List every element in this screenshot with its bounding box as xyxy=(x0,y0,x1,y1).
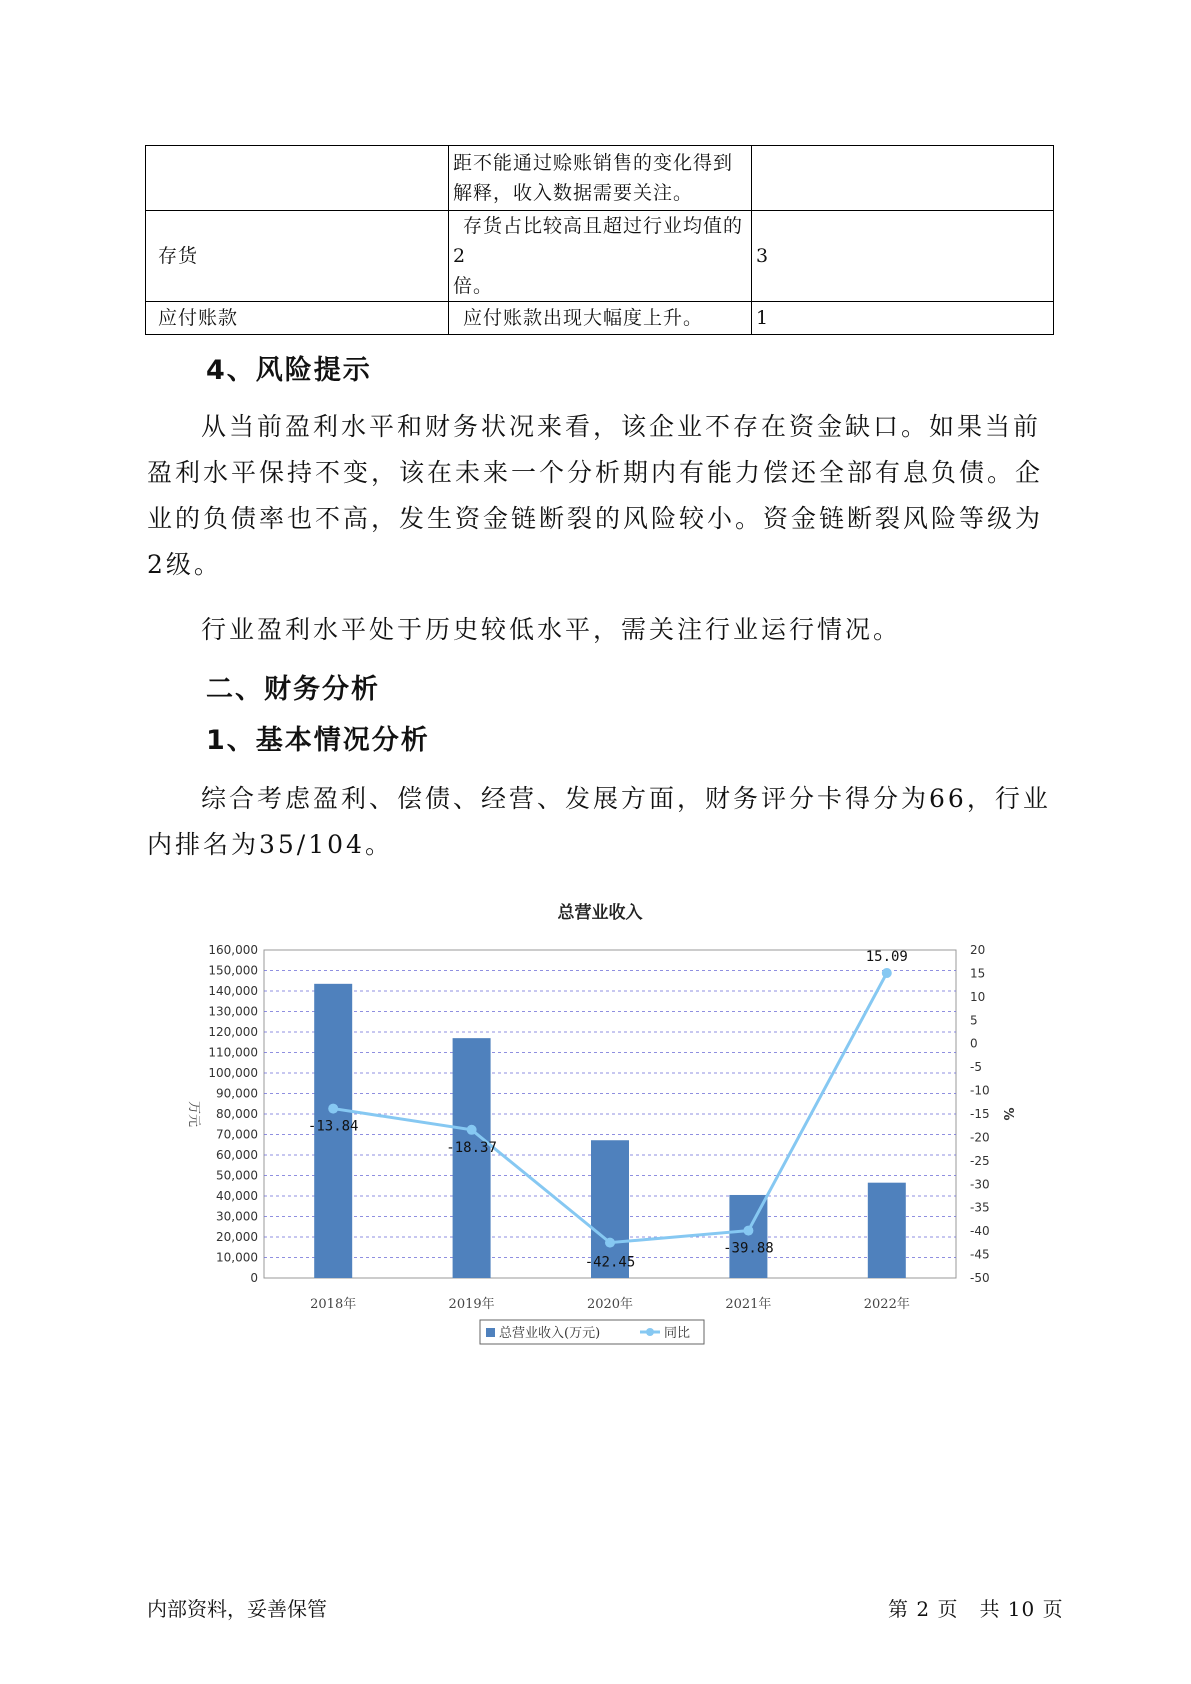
y2-tick-label: -35 xyxy=(970,1200,990,1215)
x-tick-label: 2020年 xyxy=(586,1297,634,1312)
yoy-point xyxy=(882,968,892,978)
data-label: 15.09 xyxy=(865,949,908,966)
data-label: -13.84 xyxy=(307,1118,359,1135)
table-cell-score: 1 xyxy=(752,302,1054,335)
risk-table xyxy=(145,145,1054,335)
y2-tick-label: 10 xyxy=(970,989,986,1004)
y2-tick-label: -40 xyxy=(970,1224,990,1239)
x-tick-label: 2018年 xyxy=(310,1297,357,1312)
y-tick-label: 80,000 xyxy=(216,1107,258,1121)
paragraph-score: 综合考虑盈利、偿债、经营、发展方面，财务评分卡得分为66，行业内排名为35/104。 xyxy=(147,784,1051,859)
table-cell-item xyxy=(146,146,449,211)
data-label: -18.37 xyxy=(446,1139,497,1156)
y-tick-label: 40,000 xyxy=(216,1189,258,1203)
table-row xyxy=(146,211,1054,302)
bar-2022年 xyxy=(868,1183,906,1278)
x-tick-label: 2022年 xyxy=(863,1297,910,1312)
desc-line: 应付账款出现大幅度上升。 xyxy=(463,307,704,329)
x-tick-label: 2021年 xyxy=(725,1297,772,1312)
y-tick-label: 50,000 xyxy=(216,1168,258,1183)
y2-tick-label: -15 xyxy=(970,1107,990,1121)
legend-label-revenue: 总营业收入(万元) xyxy=(499,1326,601,1341)
y-tick-label: 120,000 xyxy=(208,1025,258,1039)
y2-tick-label: 0 xyxy=(970,1036,978,1051)
data-label: -39.88 xyxy=(723,1240,774,1257)
y-tick-label: 160,000 xyxy=(208,943,258,957)
y2-tick-label: -20 xyxy=(970,1130,990,1145)
table-row xyxy=(146,302,1054,335)
table-cell-desc xyxy=(449,146,752,211)
table-cell-desc xyxy=(449,302,752,335)
desc-line: 解释，收入数据需要关注。 xyxy=(453,182,694,204)
y-tick-label: 140,000 xyxy=(208,984,258,998)
paragraph-industry: 行业盈利水平处于历史较低水平，需关注行业运行情况。 xyxy=(201,615,902,644)
y-tick-label: 110,000 xyxy=(208,1045,258,1060)
y-tick-label: 10,000 xyxy=(216,1250,258,1265)
yoy-point xyxy=(467,1125,477,1135)
table-row xyxy=(146,146,1054,211)
y2-tick-label: 20 xyxy=(970,943,986,957)
desc-line: 倍。 xyxy=(453,275,494,297)
desc-line: 距不能通过赊账销售的变化得到 xyxy=(453,152,734,174)
y-tick-label: 90,000 xyxy=(216,1086,258,1101)
x-tick-label: 2019年 xyxy=(448,1297,495,1312)
footer-page-number: 第 2 页 共 10 页 xyxy=(888,1597,1064,1621)
table-cell-item: 应付账款 xyxy=(146,302,449,335)
section-heading-risk: 4、风险提示 xyxy=(206,355,372,386)
y2-tick-label: -5 xyxy=(970,1060,982,1075)
y-tick-label: 100,000 xyxy=(208,1066,258,1080)
y2-tick-label: 15 xyxy=(970,966,986,981)
y2-axis-label: % xyxy=(1000,1107,1015,1121)
subheading-basic: 1、基本情况分析 xyxy=(206,725,430,756)
y-tick-label: 60,000 xyxy=(216,1148,258,1162)
paragraph-risk: 从当前盈利水平和财务状况来看，该企业不存在资金缺口。如果当前盈利水平保持不变，该在未来一个分析期内有能力偿还全部有息负债。企业的负债率也不高，发生资金链断裂的风险较小。资金链断裂风险等级为2级。 xyxy=(147,412,1044,579)
y-tick-label: 70,000 xyxy=(216,1127,258,1142)
chart-title: 总营业收入 xyxy=(557,903,643,923)
yoy-point xyxy=(328,1104,338,1114)
table-cell-item: 存货 xyxy=(146,211,449,302)
table-cell-score: 3 xyxy=(752,211,1054,302)
yoy-point xyxy=(605,1238,615,1248)
data-label: -42.45 xyxy=(584,1254,636,1271)
legend-swatch-bar xyxy=(486,1328,495,1337)
footer-confidential: 内部资料，妥善保管 xyxy=(147,1597,327,1621)
y2-tick-label: 5 xyxy=(970,1013,978,1028)
legend-swatch-point xyxy=(646,1328,654,1336)
desc-line: 存货占比较高且超过行业均值的2 xyxy=(453,215,744,267)
y-tick-label: 20,000 xyxy=(216,1230,258,1244)
y-tick-label: 30,000 xyxy=(216,1209,258,1224)
section-heading-finance: 二、财务分析 xyxy=(206,674,380,705)
y2-tick-label: -45 xyxy=(970,1247,990,1262)
y-axis-label: 万元 xyxy=(186,1100,201,1128)
yoy-point xyxy=(743,1226,753,1236)
y2-tick-label: -10 xyxy=(970,1083,990,1098)
y-tick-label: 130,000 xyxy=(208,1004,258,1019)
y-tick-label: 0 xyxy=(250,1271,258,1285)
legend-label-yoy: 同比 xyxy=(664,1326,691,1341)
table-cell-desc xyxy=(449,211,752,302)
y2-tick-label: -30 xyxy=(970,1177,990,1192)
y2-tick-label: -25 xyxy=(970,1153,990,1168)
y2-tick-label: -50 xyxy=(970,1271,990,1285)
table-cell-score xyxy=(752,146,1054,211)
y-tick-label: 150,000 xyxy=(208,963,258,978)
bar-2019年 xyxy=(453,1038,491,1278)
revenue-chart xyxy=(170,888,1030,1358)
